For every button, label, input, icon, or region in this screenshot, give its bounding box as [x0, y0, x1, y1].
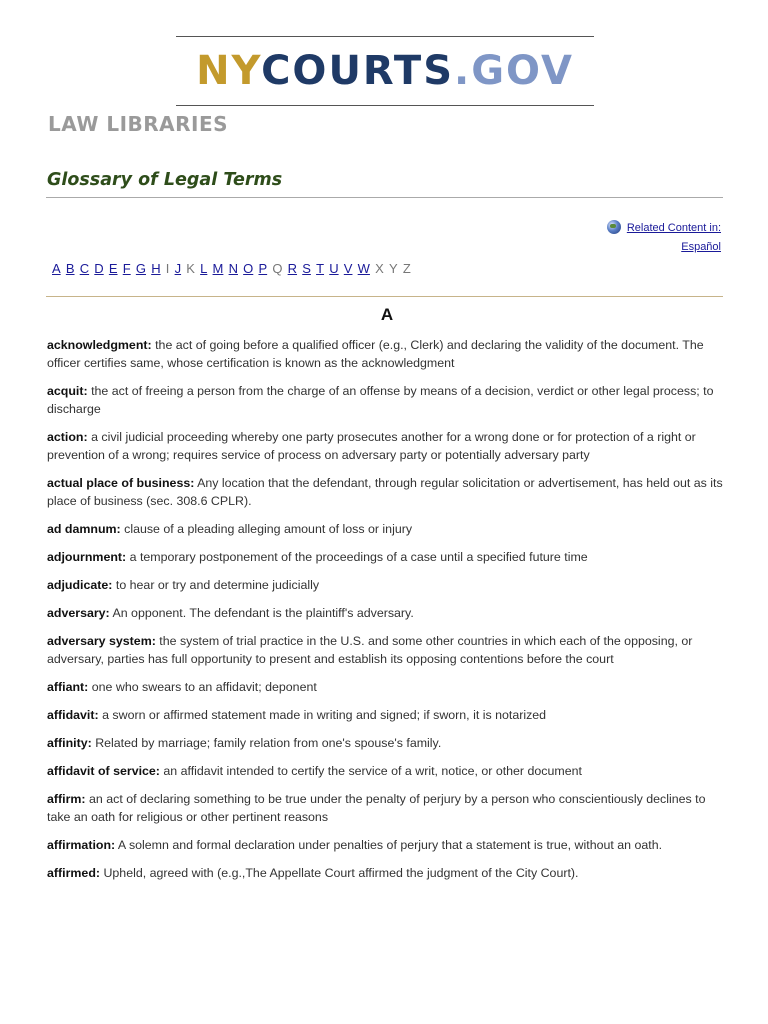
glossary-definition: an affidavit intended to certify the service of a writ, notice, or other document [163, 764, 582, 778]
glossary-term: adjournment: [47, 550, 127, 564]
alphabet-letter-j[interactable]: J [174, 261, 182, 276]
globe-icon [607, 220, 621, 234]
alphabet-letter-f[interactable]: F [122, 261, 131, 276]
alphabet-letter-p[interactable]: P [258, 261, 268, 276]
alphabet-letter-e[interactable]: E [108, 261, 118, 276]
glossary-entry [47, 428, 723, 464]
glossary-definition: the act of going before a qualified officer (e.g., Clerk) and declaring the validity of the document. The officer certifies same, whose certification is known as the acknowledgment [47, 338, 704, 370]
glossary-definition: the act of freeing a person from the charge of an offense by means of a decision, verdict or other legal process; to discharge [47, 384, 714, 416]
glossary-entry [47, 864, 723, 882]
glossary-definition: the system of trial practice in the U.S. and some other countries in which each of the opposing, or adversary, parties has full opportunity to present and establish its opposing contentions before the court [47, 634, 693, 666]
alphabet-letter-h[interactable]: H [151, 261, 161, 276]
alphabet-letter-w[interactable]: W [357, 261, 370, 276]
alphabet-letter-x: X [375, 261, 384, 276]
glossary-term: action: [47, 430, 88, 444]
letter-heading: A [380, 305, 394, 324]
alphabet-letter-u[interactable]: U [329, 261, 339, 276]
glossary-definition: clause of a pleading alleging amount of loss or injury [124, 522, 413, 536]
alphabet-letter-b[interactable]: B [65, 261, 75, 276]
glossary-definition: to hear or try and determine judicially [115, 578, 320, 592]
site-logo[interactable] [176, 36, 594, 106]
page-title: Glossary of Legal Terms [47, 170, 283, 190]
glossary-list [47, 336, 723, 892]
glossary-term: affirmation: [47, 838, 116, 852]
logo-gov: .GOV [454, 48, 574, 94]
related-content-link[interactable]: Related Content in: [626, 222, 721, 234]
glossary-term: acknowledgment: [47, 338, 152, 352]
alphabet-letter-n[interactable]: N [228, 261, 238, 276]
glossary-term: adversary: [47, 606, 110, 620]
alphabet-letter-m[interactable]: M [212, 261, 224, 276]
glossary-term: affidavit of service: [47, 764, 160, 778]
glossary-entry [47, 474, 723, 510]
glossary-definition: Any location that the defendant, through regular solicitation or advertisement, has held out as its place of business (sec. 308.6 CPLR). [47, 476, 723, 508]
glossary-entry [47, 520, 723, 538]
alphabet-letter-d[interactable]: D [94, 261, 104, 276]
alphabet-letter-q: Q [272, 261, 283, 276]
logo-courts: COURTS [261, 48, 455, 94]
glossary-entry [47, 762, 723, 780]
glossary-entry [47, 632, 723, 668]
glossary-term: affiant: [47, 680, 89, 694]
glossary-entry [47, 382, 723, 418]
glossary-entry [47, 790, 723, 826]
alphabet-letter-k: K [186, 261, 195, 276]
glossary-entry [47, 604, 723, 622]
glossary-definition: Upheld, agreed with (e.g.,The Appellate Court affirmed the judgment of the City Court). [103, 866, 579, 880]
glossary-entry [47, 706, 723, 724]
alphabet-letter-l[interactable]: L [200, 261, 208, 276]
alphabet-letter-y: Y [388, 261, 398, 276]
glossary-term: adjudicate: [47, 578, 113, 592]
glossary-term: acquit: [47, 384, 88, 398]
section-title: LAW LIBRARIES [48, 112, 229, 136]
glossary-definition: a temporary postponement of the proceedings of a case until a specified future time [129, 550, 588, 564]
glossary-term: affinity: [47, 736, 92, 750]
glossary-term: affirmed: [47, 866, 101, 880]
alphabet-letter-z: Z [402, 261, 411, 276]
alphabet-nav [52, 261, 416, 276]
glossary-definition: An opponent. The defendant is the plaintiff's adversary. [112, 606, 414, 620]
glossary-term: ad damnum: [47, 522, 121, 536]
glossary-definition: A solemn and formal declaration under penalties of perjury that a statement is true, without an oath. [117, 838, 663, 852]
alphabet-letter-a[interactable]: A [52, 261, 61, 276]
alphabet-letter-c[interactable]: C [79, 261, 90, 276]
glossary-definition: a civil judicial proceeding whereby one party prosecutes another for a wrong done or for protection of a right or prevention of a wrong; requires service of process on adversary party or potentially adversary party [47, 430, 696, 462]
alphabet-letter-g[interactable]: G [135, 261, 146, 276]
glossary-entry [47, 836, 723, 854]
alphabet-letter-v[interactable]: V [343, 261, 353, 276]
alphabet-divider [46, 296, 723, 297]
related-content [607, 219, 721, 257]
glossary-definition: an act of declaring something to be true under the penalty of perjury by a person who conscientiously declines to take an oath for religious or other pertinent reasons [47, 792, 706, 824]
alphabet-letter-o[interactable]: O [243, 261, 254, 276]
glossary-term: affirm: [47, 792, 86, 806]
alphabet-letter-s[interactable]: S [302, 261, 311, 276]
logo-ny: NY [196, 48, 262, 94]
glossary-entry [47, 734, 723, 752]
espanol-link[interactable]: Español [681, 241, 721, 253]
glossary-term: adversary system: [47, 634, 156, 648]
glossary-entry [47, 548, 723, 566]
glossary-definition: one who swears to an affidavit; deponent [91, 680, 317, 694]
alphabet-letter-r[interactable]: R [287, 261, 298, 276]
glossary-term: actual place of business: [47, 476, 195, 490]
glossary-entry [47, 336, 723, 372]
alphabet-letter-i: I [165, 261, 170, 276]
glossary-term: affidavit: [47, 708, 99, 722]
alphabet-letter-t[interactable]: T [316, 261, 325, 276]
glossary-definition: Related by marriage; family relation from one's spouse's family. [95, 736, 442, 750]
glossary-entry [47, 576, 723, 594]
glossary-entry [47, 678, 723, 696]
glossary-definition: a sworn or affirmed statement made in writing and signed; if sworn, it is notarized [102, 708, 547, 722]
title-divider [46, 197, 723, 198]
